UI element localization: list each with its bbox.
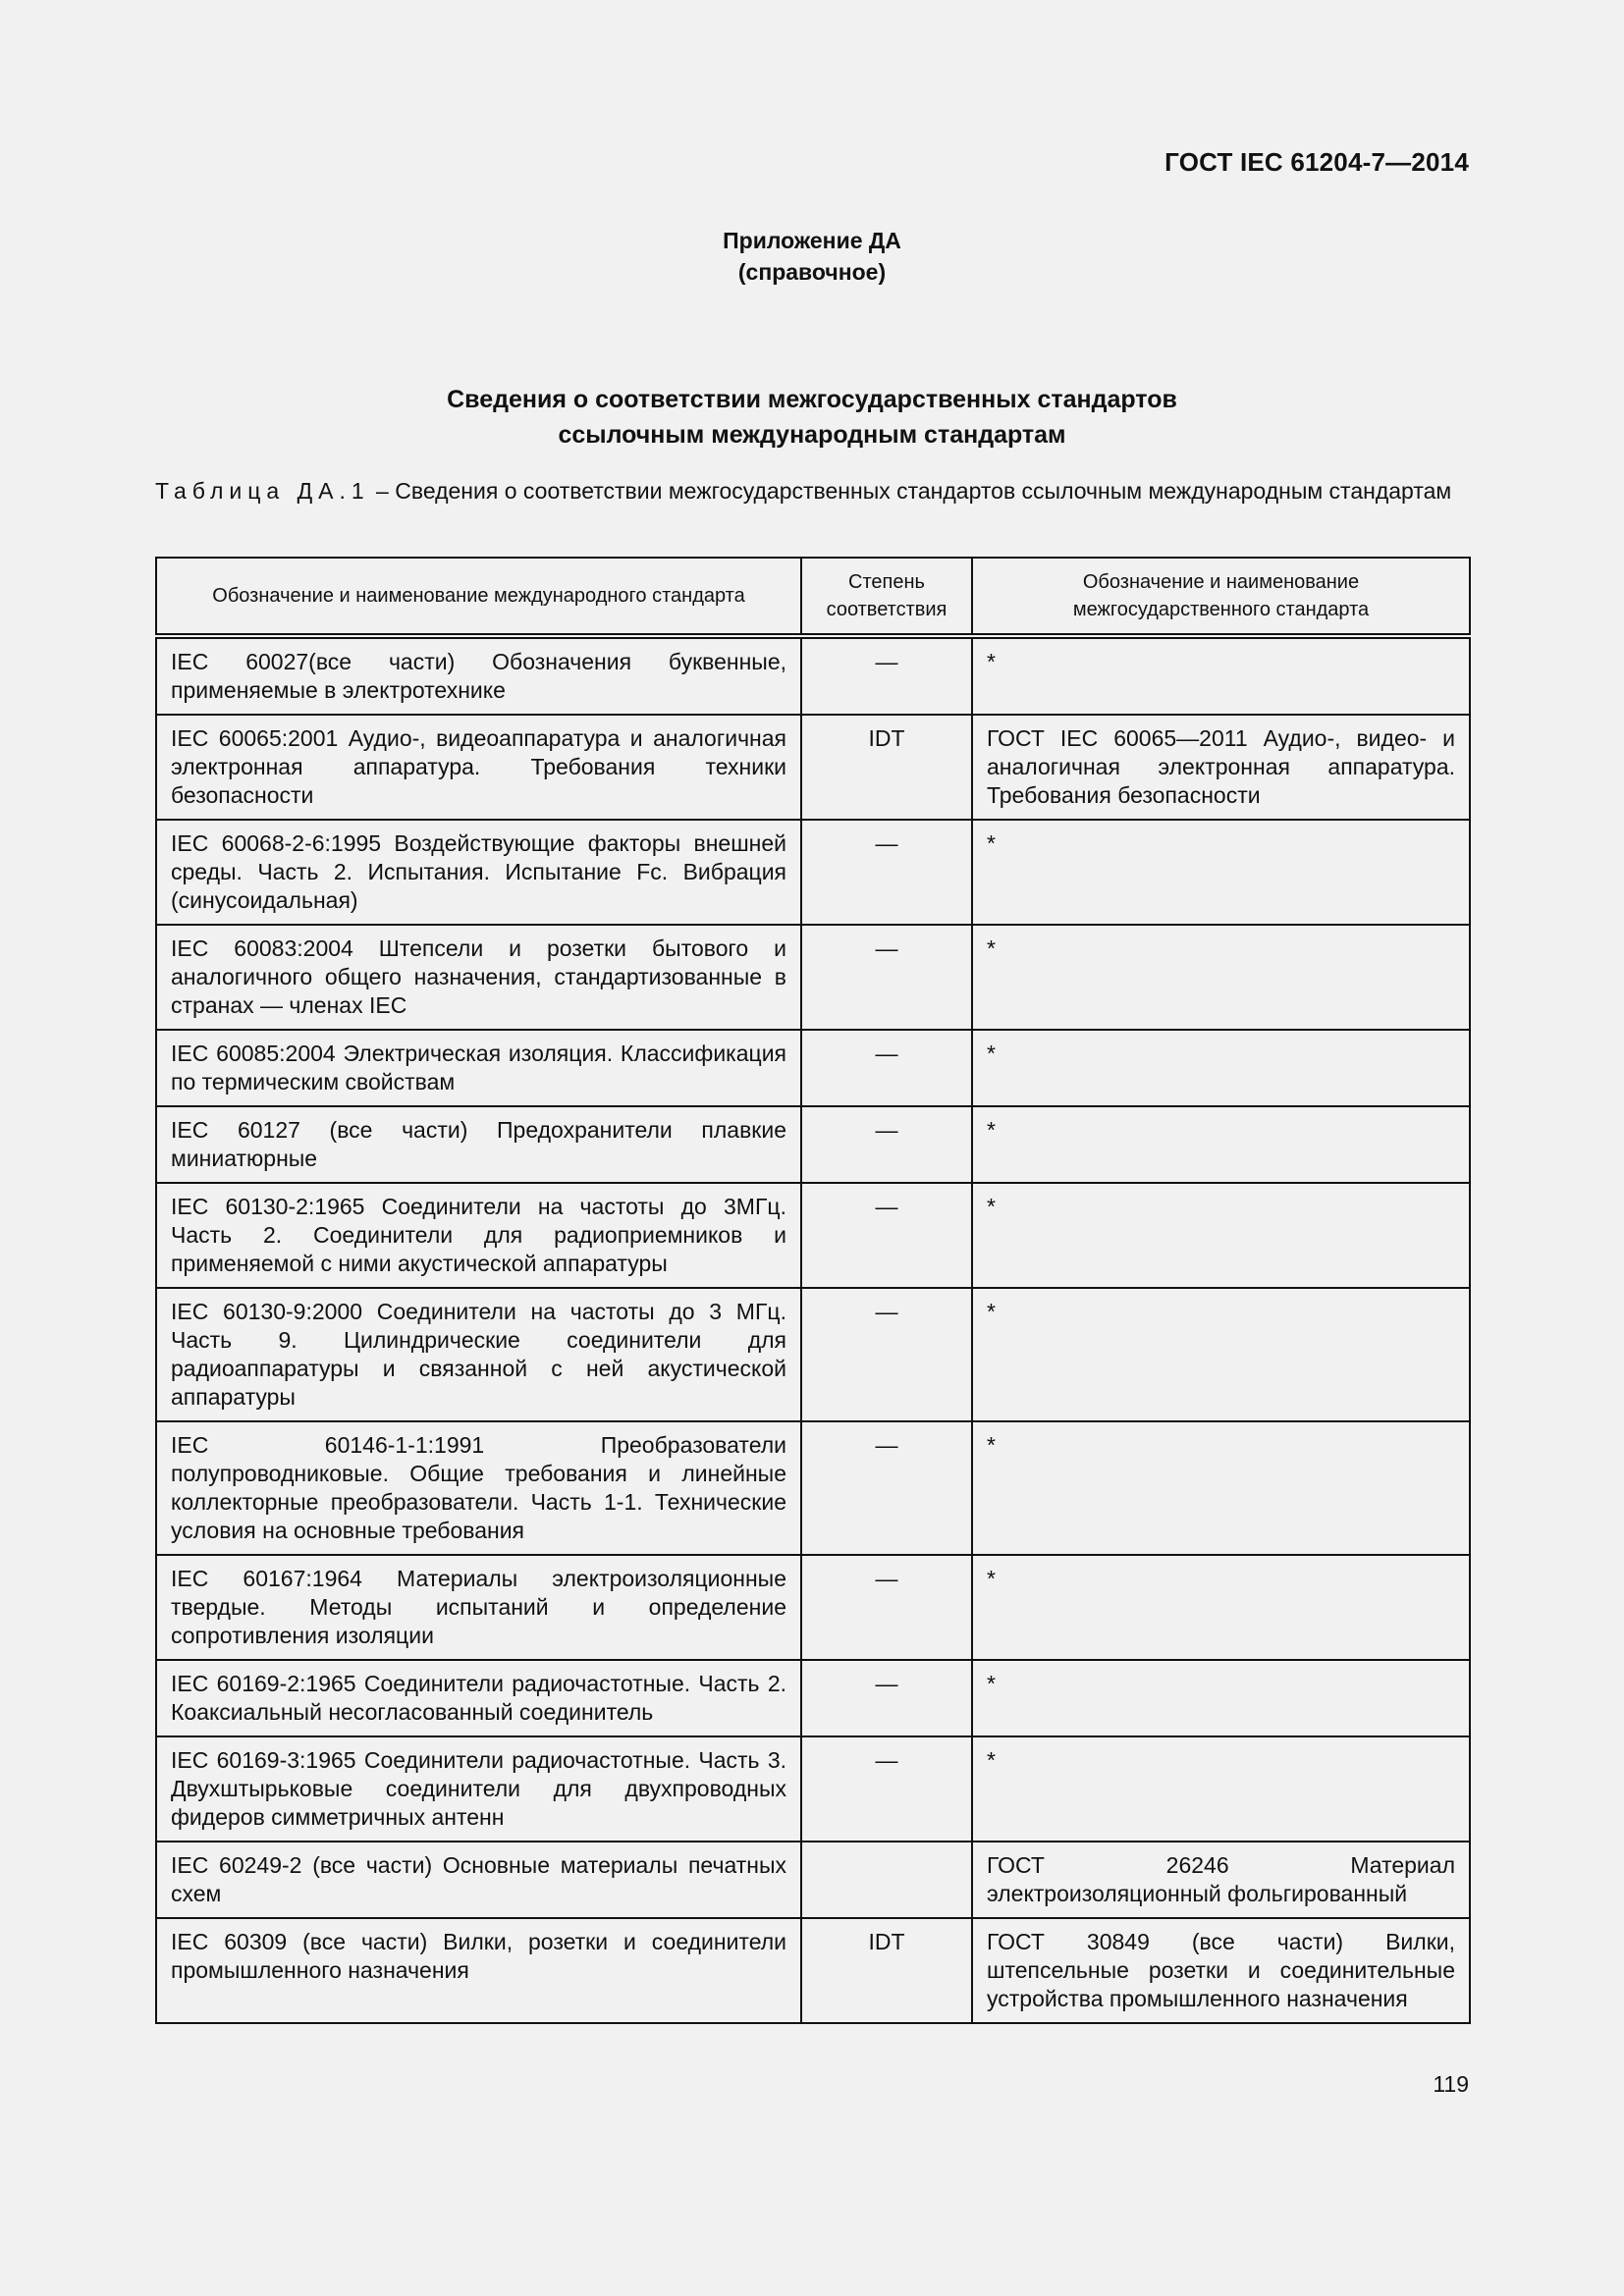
international-standard-cell: IEC 60027(все части) Обозначения буквенные, применяемые в электротехнике [156,636,801,715]
degree-cell [801,1842,972,1918]
interstate-standard-cell: * [972,1030,1470,1106]
interstate-standard-cell: * [972,1555,1470,1660]
header-international-standard: Обозначение и наименование международного стандарта [156,558,801,636]
interstate-standard-cell: * [972,1183,1470,1288]
document-code: ГОСТ IEC 61204-7—2014 [1164,147,1469,177]
table-row [156,715,1470,820]
international-standard-cell: IEC 60085:2004 Электрическая изоляция. Классификация по термическим свойствам [156,1030,801,1106]
interstate-standard-cell: ГОСТ 26246 Материал электроизоляционный фольгированный [972,1842,1470,1918]
international-standard-cell: IEC 60127 (все части) Предохранители плавкие миниатюрные [156,1106,801,1183]
international-standard-cell: IEC 60146-1-1:1991 Преобразователи полупроводниковые. Общие требования и линейные коллекторные преобразователи. Часть 1-1. Технические условия на основные требования [156,1421,801,1555]
appendix-block [0,225,1624,288]
international-standard-cell: IEC 60130-9:2000 Соединители на частоты до 3 МГц. Часть 9. Цилиндрические соединители для радиоаппаратуры и связанной с ней акустической аппаратуры [156,1288,801,1421]
interstate-standard-cell: * [972,1660,1470,1736]
international-standard-cell: IEC 60169-2:1965 Соединители радиочастотные. Часть 2. Коаксиальный несогласованный соединитель [156,1660,801,1736]
degree-cell: — [801,820,972,925]
degree-cell: — [801,1030,972,1106]
table-row [156,1183,1470,1288]
interstate-standard-cell: ГОСТ IEC 60065—2011 Аудио-, видео- и аналогичная электронная аппаратура. Требования безопасности [972,715,1470,820]
interstate-standard-cell: * [972,1288,1470,1421]
table-row [156,1555,1470,1660]
international-standard-cell: IEC 60068-2-6:1995 Воздействующие факторы внешней среды. Часть 2. Испытания. Испытание Fc. Вибрация (синусоидальная) [156,820,801,925]
table-row [156,925,1470,1030]
table-row [156,1736,1470,1842]
degree-cell: — [801,636,972,715]
international-standard-cell: IEC 60083:2004 Штепсели и розетки бытового и аналогичного общего назначения, стандартизованные в странах — членах IEC [156,925,801,1030]
degree-cell: — [801,925,972,1030]
section-heading-line-2: ссылочным международным стандартам [558,421,1066,449]
international-standard-cell: IEC 60169-3:1965 Соединители радиочастотные. Часть 3. Двухштырьковые соединители для двухпроводных фидеров симметричных антенн [156,1736,801,1842]
degree-cell: — [801,1660,972,1736]
international-standard-cell: IEC 60065:2001 Аудио-, видеоаппаратура и аналогичная электронная аппаратура. Требования техники безопасности [156,715,801,820]
degree-cell: — [801,1555,972,1660]
section-heading-line-1: Сведения о соответствии межгосударственных стандартов [447,386,1177,413]
table-caption-text: – Сведения о соответствии межгосударственных стандартов ссылочным международным стандартам [369,478,1452,504]
table-row [156,1842,1470,1918]
interstate-standard-cell: * [972,1106,1470,1183]
appendix-subtitle: (справочное) [737,259,887,285]
degree-cell: — [801,1421,972,1555]
degree-cell: — [801,1106,972,1183]
table-row [156,1660,1470,1736]
interstate-standard-cell: * [972,1421,1470,1555]
table-caption-label: Таблица ДА.1 [155,478,370,504]
table-body [156,636,1470,2023]
section-heading [0,382,1624,453]
interstate-standard-cell: * [972,820,1470,925]
international-standard-cell: IEC 60130-2:1965 Соединители на частоты до 3МГц. Часть 2. Соединители для радиоприемников и применяемой с ними акустической аппаратуры [156,1183,801,1288]
international-standard-cell: IEC 60167:1964 Материалы электроизоляционные твердые. Методы испытаний и определение сопротивления изоляции [156,1555,801,1660]
table-row [156,1288,1470,1421]
degree-cell: — [801,1736,972,1842]
table-row [156,1421,1470,1555]
degree-cell: IDT [801,1918,972,2023]
degree-cell: — [801,1288,972,1421]
interstate-standard-cell: ГОСТ 30849 (все части) Вилки, штепсельные розетки и соединительные устройства промышленного назначения [972,1918,1470,2023]
table-row [156,820,1470,925]
degree-cell: IDT [801,715,972,820]
international-standard-cell: IEC 60249-2 (все части) Основные материалы печатных схем [156,1842,801,1918]
table-row [156,1030,1470,1106]
table-row [156,1918,1470,2023]
header-degree-of-correspondence: Степень соответствия [801,558,972,636]
correspondence-table [155,557,1471,2024]
table-caption [155,477,1469,506]
appendix-title: Приложение ДА [723,228,901,253]
table-row [156,636,1470,715]
table-row [156,1106,1470,1183]
interstate-standard-cell: * [972,1736,1470,1842]
page-number: 119 [1433,2071,1469,2097]
international-standard-cell: IEC 60309 (все части) Вилки, розетки и соединители промышленного назначения [156,1918,801,2023]
table-header-row [156,558,1470,636]
interstate-standard-cell: * [972,636,1470,715]
interstate-standard-cell: * [972,925,1470,1030]
header-interstate-standard: Обозначение и наименование межгосударственного стандарта [972,558,1470,636]
degree-cell: — [801,1183,972,1288]
